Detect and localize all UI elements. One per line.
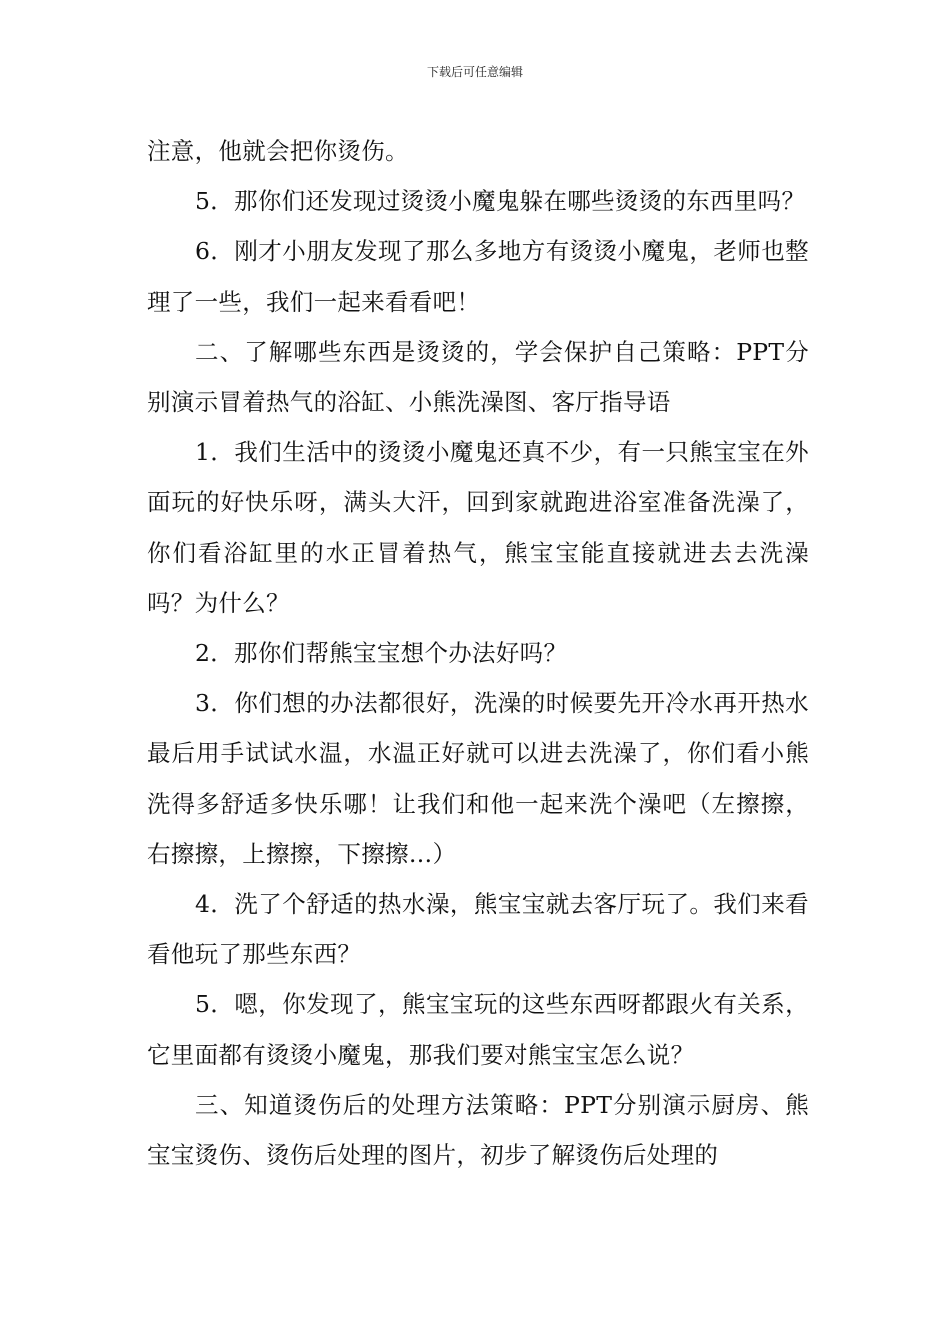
paragraph-section-three-heading: 三、知道烫伤后的处理方法策略：PPT分别演示厨房、熊宝宝烫伤、烫伤后处理的图片，初步了解烫伤后处理的 xyxy=(147,1090,809,1170)
paragraph-item-5-fire: 5．嗯，你发现了，熊宝宝玩的这些东西呀都跟火有关系，它里面都有烫烫小魔鬼，那我们要对熊宝宝怎么说？ xyxy=(147,990,809,1069)
page-header: 下载后可任意编辑 xyxy=(426,65,523,79)
paragraph-item-1-bath: 1．我们生活中的烫烫小魔鬼还真不少，有一只熊宝宝在外面玩的好快乐呀，满头大汗，回到家就跑进浴室准备洗澡了，你们看浴缸里的水正冒着热气，熊宝宝能直接就进去去洗澡吗？为什么？ xyxy=(147,438,809,617)
paragraph-item-4: 4．洗了个舒适的热水澡，熊宝宝就去客厅玩了。我们来看看他玩了那些东西？ xyxy=(147,890,809,969)
document-body xyxy=(147,126,809,1180)
paragraph-item-2: 2．那你们帮熊宝宝想个办法好吗？ xyxy=(195,639,568,668)
paragraph-item-5-question: 5．那你们还发现过烫烫小魔鬼躲在哪些烫烫的东西里吗？ xyxy=(195,187,806,216)
paragraph-item-3: 3．你们想的办法都很好，洗澡的时候要先开冷水再开热水最后用手试试水温，水温正好就可以进去洗澡了，你们看小熊洗得多舒适多快乐哪！让我们和他一起来洗个澡吧（左擦擦，右擦擦，上擦擦，下擦擦…） xyxy=(147,689,809,868)
paragraph-item-6: 6．刚才小朋友发现了那么多地方有烫烫小魔鬼，老师也整理了一些，我们一起来看看吧！ xyxy=(147,237,809,316)
paragraph-continuation: 注意，他就会把你烫伤。 xyxy=(147,137,409,165)
paragraph-section-two-heading: 二、了解哪些东西是烫烫的，学会保护自己策略：PPT分别演示冒着热气的浴缸、小熊洗澡图、客厅指导语 xyxy=(147,337,809,417)
